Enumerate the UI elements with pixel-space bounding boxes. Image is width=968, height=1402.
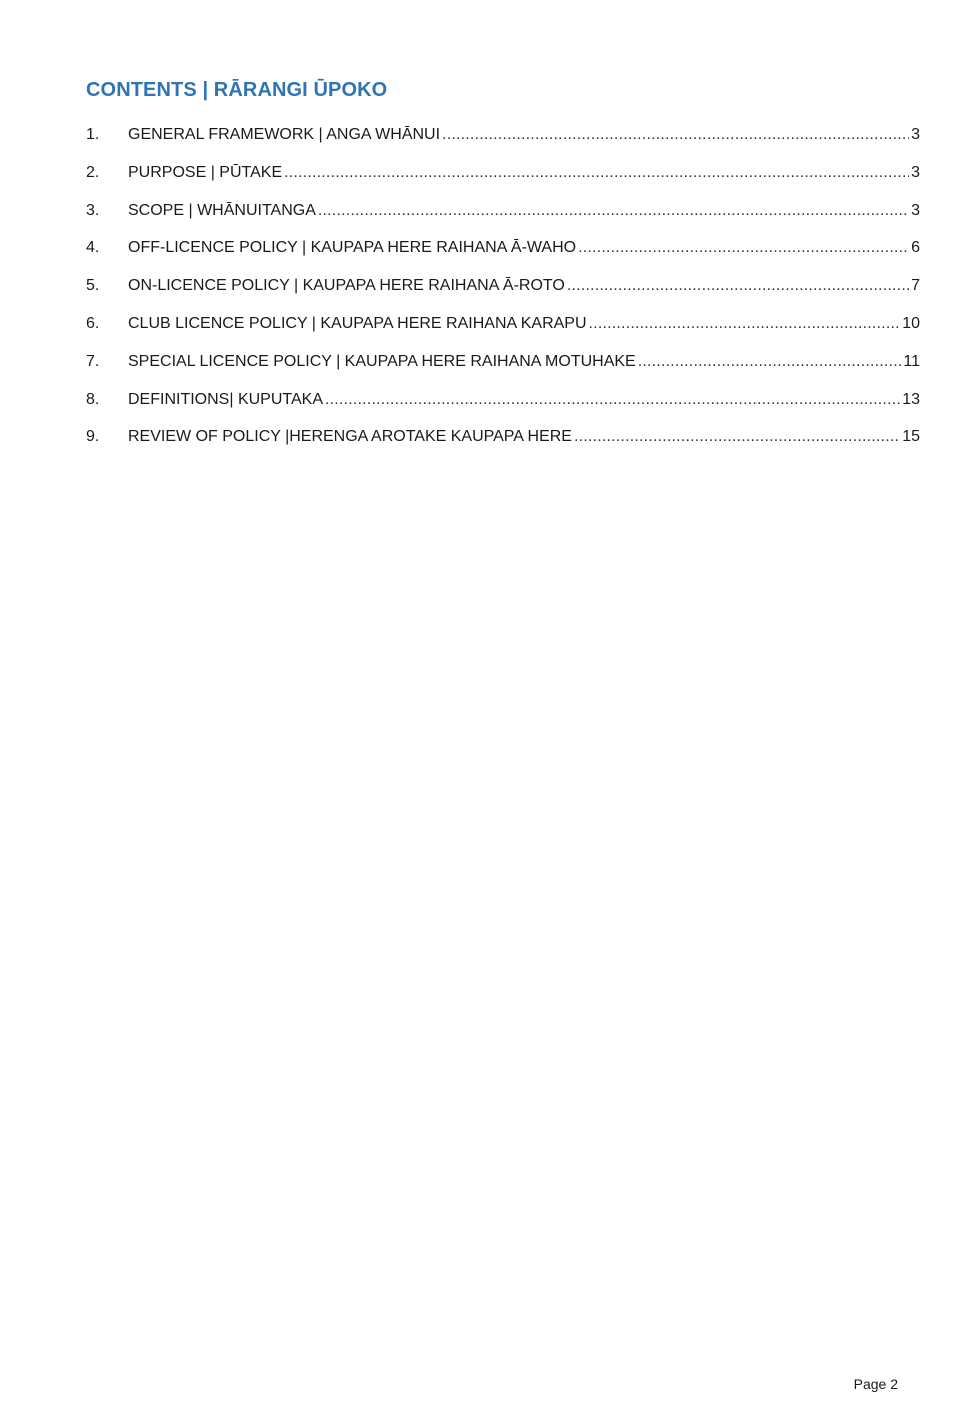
toc-dot-leader bbox=[574, 424, 900, 450]
toc-entry-number: 5. bbox=[86, 277, 100, 295]
table-of-contents bbox=[86, 122, 920, 462]
toc-dot-leader bbox=[318, 198, 909, 224]
toc-dot-leader bbox=[638, 349, 902, 375]
toc-entry-number: 2. bbox=[86, 163, 100, 181]
toc-entry-title[interactable]: OFF-LICENCE POLICY | KAUPAPA HERE RAIHANA Ā-WAHO bbox=[128, 239, 577, 257]
toc-entry-1[interactable] bbox=[86, 122, 920, 160]
toc-entry-page[interactable]: 3 bbox=[911, 126, 920, 143]
toc-entry-title[interactable]: SCOPE | WHĀNUITANGA bbox=[128, 201, 316, 219]
toc-entry-page[interactable]: 11 bbox=[903, 352, 920, 370]
toc-entry-4[interactable] bbox=[86, 235, 920, 273]
toc-entry-3[interactable] bbox=[86, 198, 920, 236]
toc-heading: CONTENTS | RĀRANGI ŪPOKO bbox=[86, 79, 388, 101]
toc-entry-9[interactable] bbox=[86, 424, 920, 462]
toc-entry-title[interactable]: GENERAL FRAMEWORK | ANGA WHĀNUI bbox=[128, 126, 441, 143]
toc-entry-6[interactable] bbox=[86, 311, 920, 349]
toc-entry-page[interactable]: 15 bbox=[902, 428, 920, 446]
toc-entry-title[interactable]: CLUB LICENCE POLICY | KAUPAPA HERE RAIHANA KARAPU bbox=[128, 314, 587, 332]
toc-entry-page[interactable]: 3 bbox=[911, 163, 920, 181]
toc-dot-leader bbox=[589, 311, 901, 337]
toc-entry-page[interactable]: 3 bbox=[911, 201, 920, 219]
toc-dot-leader bbox=[442, 122, 909, 148]
toc-entry-number: 3. bbox=[86, 201, 100, 219]
toc-entry-5[interactable] bbox=[86, 273, 920, 311]
toc-entry-number: 4. bbox=[86, 239, 100, 257]
toc-entry-8[interactable] bbox=[86, 387, 920, 425]
toc-entry-title[interactable]: REVIEW OF POLICY |HERENGA AROTAKE KAUPAPA HERE bbox=[128, 428, 572, 446]
toc-entry-number: 7. bbox=[86, 352, 100, 370]
toc-entry-number: 1. bbox=[86, 126, 100, 143]
toc-entry-title[interactable]: PURPOSE | PŪTAKE bbox=[128, 163, 283, 181]
toc-dot-leader bbox=[284, 160, 909, 186]
toc-dot-leader bbox=[567, 273, 909, 299]
toc-entry-page[interactable]: 6 bbox=[911, 239, 920, 257]
toc-entry-number: 8. bbox=[86, 390, 100, 408]
toc-entry-7[interactable] bbox=[86, 349, 920, 387]
toc-dot-leader bbox=[325, 387, 900, 413]
toc-entry-number: 6. bbox=[86, 314, 100, 332]
toc-entry-title[interactable]: ON-LICENCE POLICY | KAUPAPA HERE RAIHANA Ā-ROTO bbox=[128, 277, 565, 295]
toc-entry-page[interactable]: 10 bbox=[902, 314, 920, 332]
toc-entry-title[interactable]: DEFINITIONS| KUPUTAKA bbox=[128, 390, 323, 408]
page-number: Page 2 bbox=[853, 1376, 898, 1392]
toc-entry-2[interactable] bbox=[86, 160, 920, 198]
toc-entry-title[interactable]: SPECIAL LICENCE POLICY | KAUPAPA HERE RAIHANA MOTUHAKE bbox=[128, 352, 636, 370]
toc-entry-page[interactable]: 13 bbox=[902, 390, 920, 408]
toc-dot-leader bbox=[578, 235, 909, 261]
toc-entry-page[interactable]: 7 bbox=[911, 277, 920, 295]
toc-entry-number: 9. bbox=[86, 428, 100, 446]
